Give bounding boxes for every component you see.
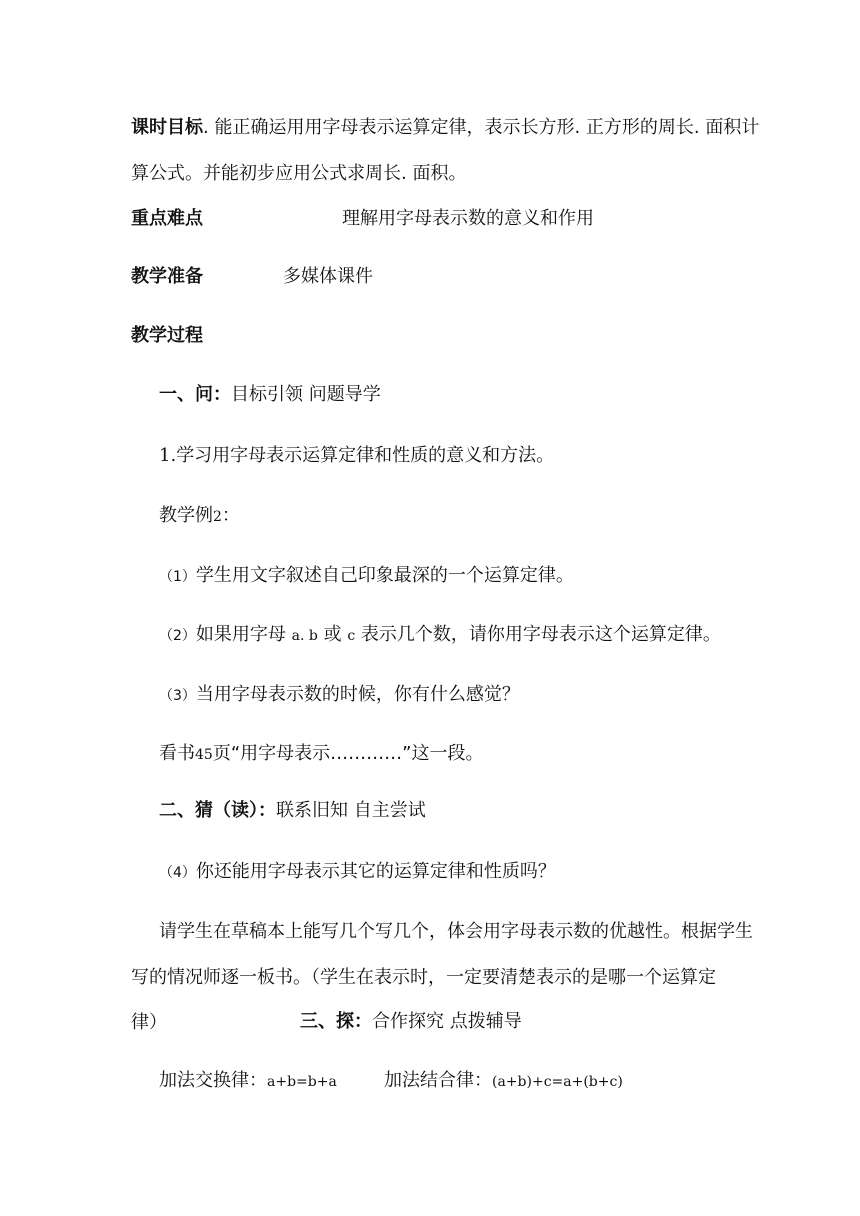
key-points-value: 理解用字母表示数的意义和作用 — [342, 208, 594, 229]
example-number: 2 — [213, 509, 222, 525]
goal-line-1 — [131, 116, 759, 140]
goal-label: 课时目标 — [131, 117, 203, 138]
section-2-subtitle: 联系旧知 自主尝试 — [276, 800, 426, 821]
question-1-text: 学生用文字叙述自己印象最深的一个运算定律。 — [195, 565, 574, 586]
preparation-label: 教学准备 — [131, 266, 203, 287]
key-points-label: 重点难点 — [131, 208, 203, 229]
question-3-number: （3） — [159, 688, 196, 704]
question-2-letters: a. b — [291, 628, 318, 644]
reading-note — [159, 742, 483, 767]
section-1-subtitle: 目标引领 问题导学 — [231, 384, 381, 405]
paragraph-line-3: 律） — [131, 1012, 167, 1033]
reading-pre: 看书 — [159, 743, 195, 764]
question-2-post: 表示几个数，请你用字母表示这个运算定律。 — [360, 624, 721, 645]
preparation-value: 多媒体课件 — [283, 266, 373, 287]
question-3 — [159, 683, 520, 708]
example-text: 教学例 — [159, 505, 213, 526]
paragraph-line-1: 请学生在草稿本上能写几个写几个，体会用字母表示数的优越性。根据学生 — [159, 921, 753, 942]
item-1-number: 1. — [159, 445, 177, 466]
reading-post: 页“用字母表示…………”这一段。 — [212, 743, 484, 764]
question-2 — [159, 623, 721, 648]
commutative-law — [159, 1069, 337, 1094]
associative-label: 加法结合律： — [384, 1070, 492, 1091]
section-1-heading — [159, 383, 381, 407]
section-3-subtitle: 合作探究 点拨辅导 — [372, 1011, 522, 1032]
commutative-label: 加法交换律： — [159, 1070, 267, 1091]
question-4 — [159, 860, 556, 885]
question-3-text: 当用字母表示数的时候，你有什么感觉？ — [195, 684, 520, 705]
question-2-pre: 如果用字母 — [195, 624, 286, 645]
example-line — [159, 504, 240, 529]
question-2-letter-c: c — [347, 628, 356, 644]
section-3-title: 三、探： — [300, 1011, 372, 1032]
commutative-formula: a+b=b+a — [267, 1074, 337, 1090]
question-1-number: （1） — [159, 569, 196, 585]
question-2-mid: 或 — [323, 624, 342, 645]
section-3-heading — [300, 1010, 522, 1034]
associative-formula: (a+b)+c=a+(b+c) — [492, 1074, 623, 1090]
question-2-number: （2） — [159, 628, 196, 644]
paragraph-line-2: 写的情况师逐一板书。（学生在表示时，一定要清楚表示的是哪一个运算定 — [131, 967, 716, 988]
goal-line-2: 算公式。并能初步应用公式求周长. 面积。 — [131, 163, 467, 184]
goal-text-1: . 能正确运用用字母表示运算定律，表示长方形. 正方形的周长. 面积计 — [203, 117, 760, 138]
section-2-title: 二、猜（读）： — [159, 800, 276, 821]
question-4-text: 你还能用字母表示其它的运算定律和性质吗？ — [195, 861, 556, 882]
example-colon: ： — [221, 505, 240, 526]
associative-law — [384, 1069, 623, 1094]
question-1 — [159, 564, 574, 589]
section-1-title: 一、问： — [159, 384, 231, 405]
reading-page: 45 — [195, 747, 213, 763]
item-1-text: 学习用字母表示运算定律和性质的意义和方法。 — [176, 445, 555, 466]
process-label: 教学过程 — [131, 325, 203, 346]
question-4-number: （4） — [159, 865, 196, 881]
section-2-heading — [159, 799, 426, 823]
item-1 — [159, 444, 554, 468]
